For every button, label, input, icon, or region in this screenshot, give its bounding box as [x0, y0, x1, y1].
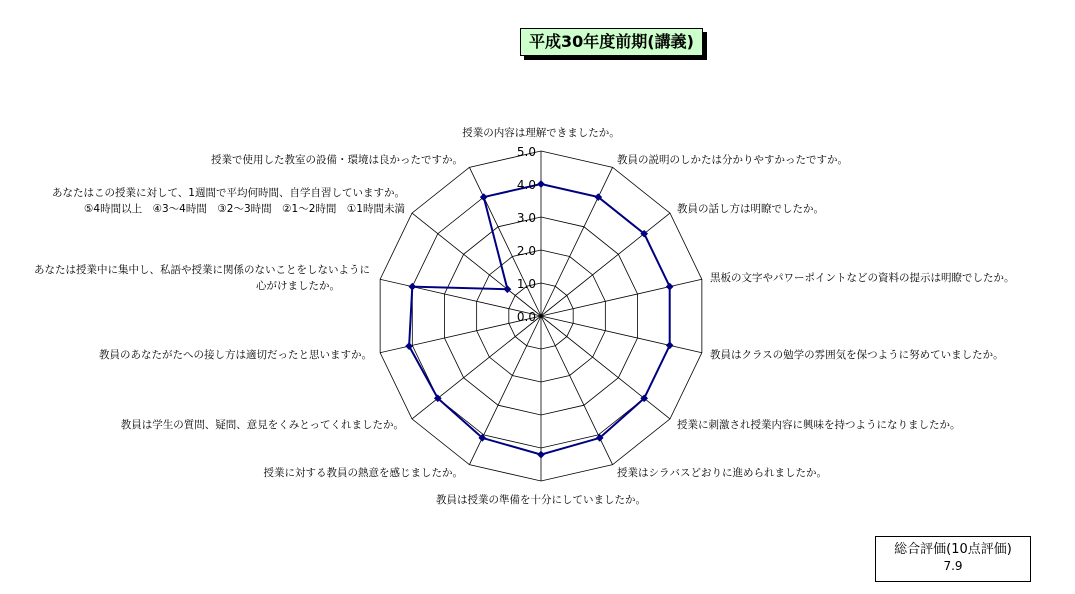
tick-label-0: 0.0: [516, 310, 536, 324]
spoke-9: [412, 316, 541, 419]
axis-label-6: 授業はシラバスどおりに進められましたか。: [617, 467, 827, 479]
axis-label-1: 教員の説明のしかたは分かりやすかったですか。: [617, 154, 848, 166]
data-point-0: [537, 180, 544, 187]
data-point-11: [409, 283, 416, 290]
chart-title: 平成30年度前期(講義): [520, 28, 703, 56]
axis-label-5: 授業に刺激され授業内容に興味を持つようになりましたか。: [677, 419, 961, 431]
axis-label-4: 教員はクラスの勉学の雰囲気を保つように努めていましたか。: [710, 349, 1004, 361]
tick-label-1: 1.0: [516, 277, 536, 291]
axis-label-2: 教員の話し方は明瞭でしたか。: [677, 203, 824, 215]
spoke-2: [541, 213, 670, 316]
tick-label-3: 3.0: [516, 211, 536, 225]
data-point-4: [666, 342, 673, 349]
data-point-7: [537, 451, 544, 458]
spoke-4: [541, 316, 702, 353]
axis-label-0: 授業の内容は理解できましたか。: [462, 127, 620, 139]
spoke-12: [412, 213, 541, 316]
axis-label-3: 黒板の文字やパワーポイントなどの資料の提示は明瞭でしたか。: [710, 272, 1015, 284]
tick-label-2: 2.0: [516, 244, 536, 258]
axis-label-10: 教員のあなたがたへの接し方は適切だったと思いますか。: [99, 349, 372, 361]
summary-box: [875, 536, 1031, 582]
summary-label: 総合評価(10点評価): [894, 542, 1012, 557]
data-point-3: [666, 283, 673, 290]
axis-label-13: 授業で使用した教室の設備・環境は良かったですか。: [211, 154, 463, 166]
axis-label-11: あなたは授業中に集中し、私語や授業に関係のないことをしないように心がけましたか。: [34, 264, 370, 292]
axis-label-7: 教員は授業の準備を十分にしていましたか。: [436, 494, 646, 506]
summary-value: 7.9: [943, 559, 963, 573]
spoke-3: [541, 279, 702, 316]
spoke-5: [541, 316, 670, 419]
axis-label-9: 教員は学生の質問、疑問、意見をくみとってくれましたか。: [120, 419, 404, 431]
tick-label-5: 5.0: [516, 145, 536, 159]
axis-label-8: 授業に対する教員の熱意を感じましたか。: [263, 467, 463, 479]
tick-label-4: 4.0: [516, 178, 536, 192]
radar-tick-labels: [517, 145, 536, 324]
axis-label-12: あなたはこの授業に対して、1週間で平均何時間、自学自習していますか。 ⑤4時間以上 ④3～4時間 ③2～3時間 ②1～2時間 ①1時間未満: [52, 187, 405, 215]
